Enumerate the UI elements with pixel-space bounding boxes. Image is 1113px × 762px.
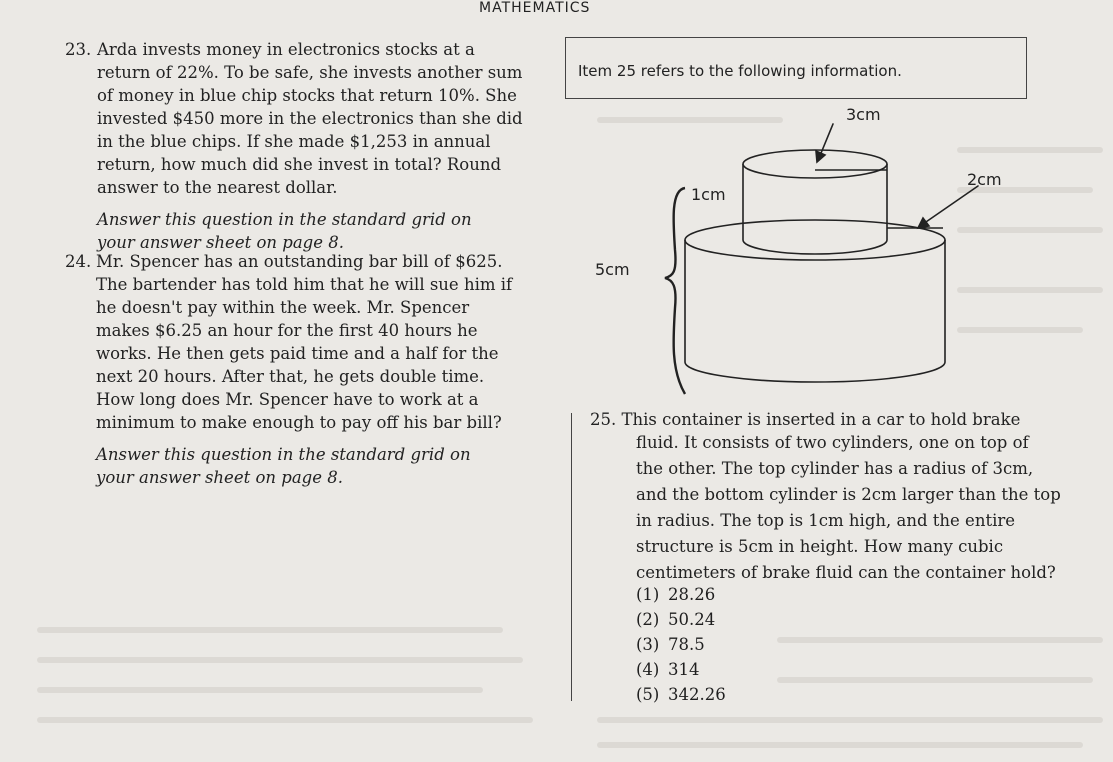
question-number: 24.: [65, 252, 92, 271]
top-cylinder-top: [743, 150, 887, 178]
bottom-radius-arrowhead: [918, 218, 929, 228]
question-text-line: minimum to make enough to pay off his bar bill?: [96, 413, 502, 432]
choice-number: (5): [636, 685, 660, 704]
info-box-text: Item 25 refers to the following information.: [578, 62, 902, 80]
question-text-line: The bartender has told him that he will sue him if: [96, 275, 513, 294]
question-text-line: he doesn't pay within the week. Mr. Spencer: [96, 298, 470, 317]
choice-value: 342.26: [668, 685, 726, 704]
question-text-line: of money in blue chip stocks that return 10%. She: [97, 86, 517, 105]
question-text-line: return, how much did she invest in total? Round: [97, 155, 502, 174]
question-text-line: and the bottom cylinder is 2cm larger than the top: [636, 485, 1061, 504]
answer-choice-3[interactable]: [636, 632, 726, 657]
question-number: 23.: [65, 40, 92, 59]
answer-instruction: Answer this question in the standard grid on: [96, 445, 471, 464]
choice-value: 314: [668, 660, 700, 679]
answer-choice-2[interactable]: [636, 607, 726, 632]
question-text-line: How long does Mr. Spencer have to work at a: [96, 390, 479, 409]
choice-number: (2): [636, 610, 660, 629]
question-23: [65, 38, 523, 254]
question-text-line: next 20 hours. After that, he gets double time.: [96, 367, 485, 386]
bottom-cylinder-body: [685, 240, 945, 382]
choice-number: (1): [636, 585, 660, 604]
stacked-cylinders-diagram: [585, 100, 1005, 400]
question-text-line: return of 22%. To be safe, she invests another sum: [97, 63, 523, 82]
answer-choice-4[interactable]: [636, 657, 726, 682]
answer-instruction: Answer this question in the standard grid on: [97, 210, 472, 229]
column-divider: [571, 413, 572, 701]
bottom-extra-radius-label: 2cm: [967, 170, 1002, 189]
answer-choices: [636, 582, 726, 707]
question-first-line: [590, 408, 1061, 431]
question-24: [65, 250, 513, 489]
question-text-line: Arda invests money in electronics stocks at a: [97, 40, 475, 59]
page-header: MATHEMATICS: [479, 0, 591, 16]
top-radius-label: 3cm: [846, 105, 881, 124]
choice-number: (3): [636, 635, 660, 654]
question-text-line: answer to the nearest dollar.: [97, 178, 338, 197]
question-text-line: makes $6.25 an hour for the first 40 hours he: [96, 321, 478, 340]
info-box: [565, 37, 1027, 99]
choice-value: 78.5: [668, 635, 705, 654]
question-number: 25.: [590, 410, 617, 429]
height-brace: [665, 188, 685, 394]
question-text-line: in the blue chips. If she made $1,253 in annual: [97, 132, 491, 151]
question-text-line: structure is 5cm in height. How many cubic: [636, 537, 1004, 556]
question-text-line: Mr. Spencer has an outstanding bar bill of $625.: [96, 252, 503, 271]
question-text-line: in radius. The top is 1cm high, and the entire: [636, 511, 1016, 530]
answer-choice-1[interactable]: [636, 582, 726, 607]
bottom-radius-arrow: [923, 186, 978, 224]
question-text-line: fluid. It consists of two cylinders, one on top of: [636, 433, 1029, 452]
question-25: [590, 408, 1061, 584]
answer-choice-5[interactable]: [636, 682, 726, 707]
question-text-line: works. He then gets paid time and a half for the: [96, 344, 499, 363]
answer-instruction: your answer sheet on page 8.: [96, 468, 343, 487]
question-text-line: centimeters of brake fluid can the container hold?: [636, 563, 1056, 582]
choice-number: (4): [636, 660, 660, 679]
question-text-line: the other. The top cylinder has a radius of 3cm,: [636, 459, 1034, 478]
answer-instruction: your answer sheet on page 8.: [97, 233, 344, 252]
choice-value: 28.26: [668, 585, 716, 604]
top-height-label: 1cm: [691, 185, 726, 204]
question-text-line: invested $450 more in the electronics than she did: [97, 109, 523, 128]
question-text-line: This container is inserted in a car to hold brake: [621, 410, 1021, 429]
total-height-label: 5cm: [595, 260, 630, 279]
choice-value: 50.24: [668, 610, 716, 629]
